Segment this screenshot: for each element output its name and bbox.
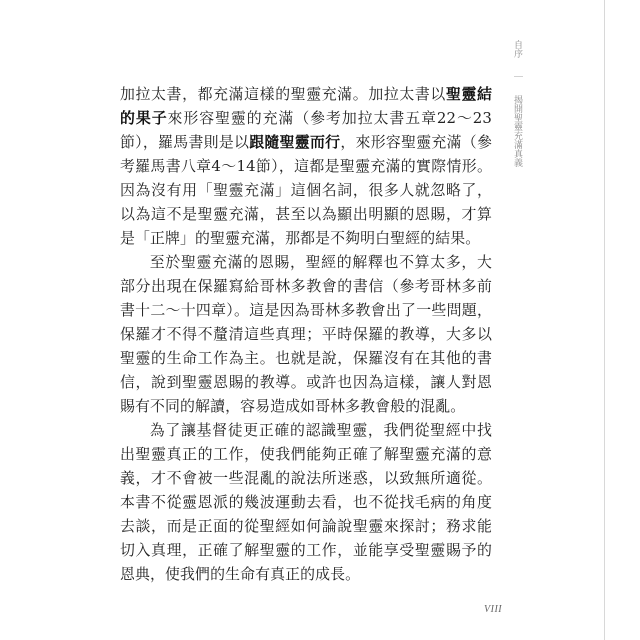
body-text bbox=[120, 82, 492, 586]
bold-phrase: 跟隨聖靈而行 bbox=[249, 133, 341, 151]
text-segment: ，來形容聖靈充滿（參考羅馬書八章4～14節），這都是聖靈充滿的實際情形。因為沒有用「聖靈充滿」這個名詞，很多人就忽略了，以為這不是聖靈充滿，甚至以為顯出明顯的恩賜，才算是「正牌」的聖靈充滿，那都是不夠明白聖經的結果。 bbox=[120, 133, 492, 247]
text-segment: 加拉太書，都充滿這樣的聖靈充滿。加拉太書以 bbox=[120, 85, 446, 103]
paragraph-2 bbox=[120, 250, 492, 418]
text-segment: 來形容聖靈的充滿（參考加拉太書五章22～23節），羅馬書則是以 bbox=[120, 109, 492, 151]
running-head-title: 揭開聖靈充滿真義 bbox=[512, 95, 522, 167]
text-segment: 至於聖靈充滿的恩賜，聖經的解釋也不算太多，大部分出現在保羅寫給哥林多教會的書信（參考哥林多前書十二～十四章）。這是因為哥林多教會出了一些問題，保羅才不得不釐清這些真理；平時保羅的教導，大多以聖靈的生命工作為主。也就是說，保羅沒有在其他的書信，說到聖靈恩賜的教導。或許也因為這樣，讓人對恩賜有不同的解讀，容易造成如哥林多教會般的混亂。 bbox=[120, 253, 492, 415]
running-head bbox=[509, 40, 523, 167]
page-number: VIII bbox=[484, 604, 503, 615]
paragraph-3 bbox=[120, 418, 492, 586]
bold-phrase: 聖靈結的果子 bbox=[120, 85, 492, 127]
running-head-separator: ｜ bbox=[512, 72, 522, 81]
running-head-chapter: 自序 bbox=[512, 40, 522, 58]
page-edge-line bbox=[604, 0, 605, 640]
text-segment: 為了讓基督徒更正確的認識聖靈，我們從聖經中找出聖靈真正的工作，使我們能夠正確了解聖靈充滿的意義，才不會被一些混亂的說法所迷惑，以致無所適從。本書不從靈恩派的幾波運動去看，也不從找毛病的角度去談，而是正面的從聖經如何論說聖靈來探討；務求能切入真理，正確了解聖靈的工作，並能享受聖靈賜予的恩典，使我們的生命有真正的成長。 bbox=[120, 421, 492, 583]
paragraph-1 bbox=[120, 82, 492, 250]
